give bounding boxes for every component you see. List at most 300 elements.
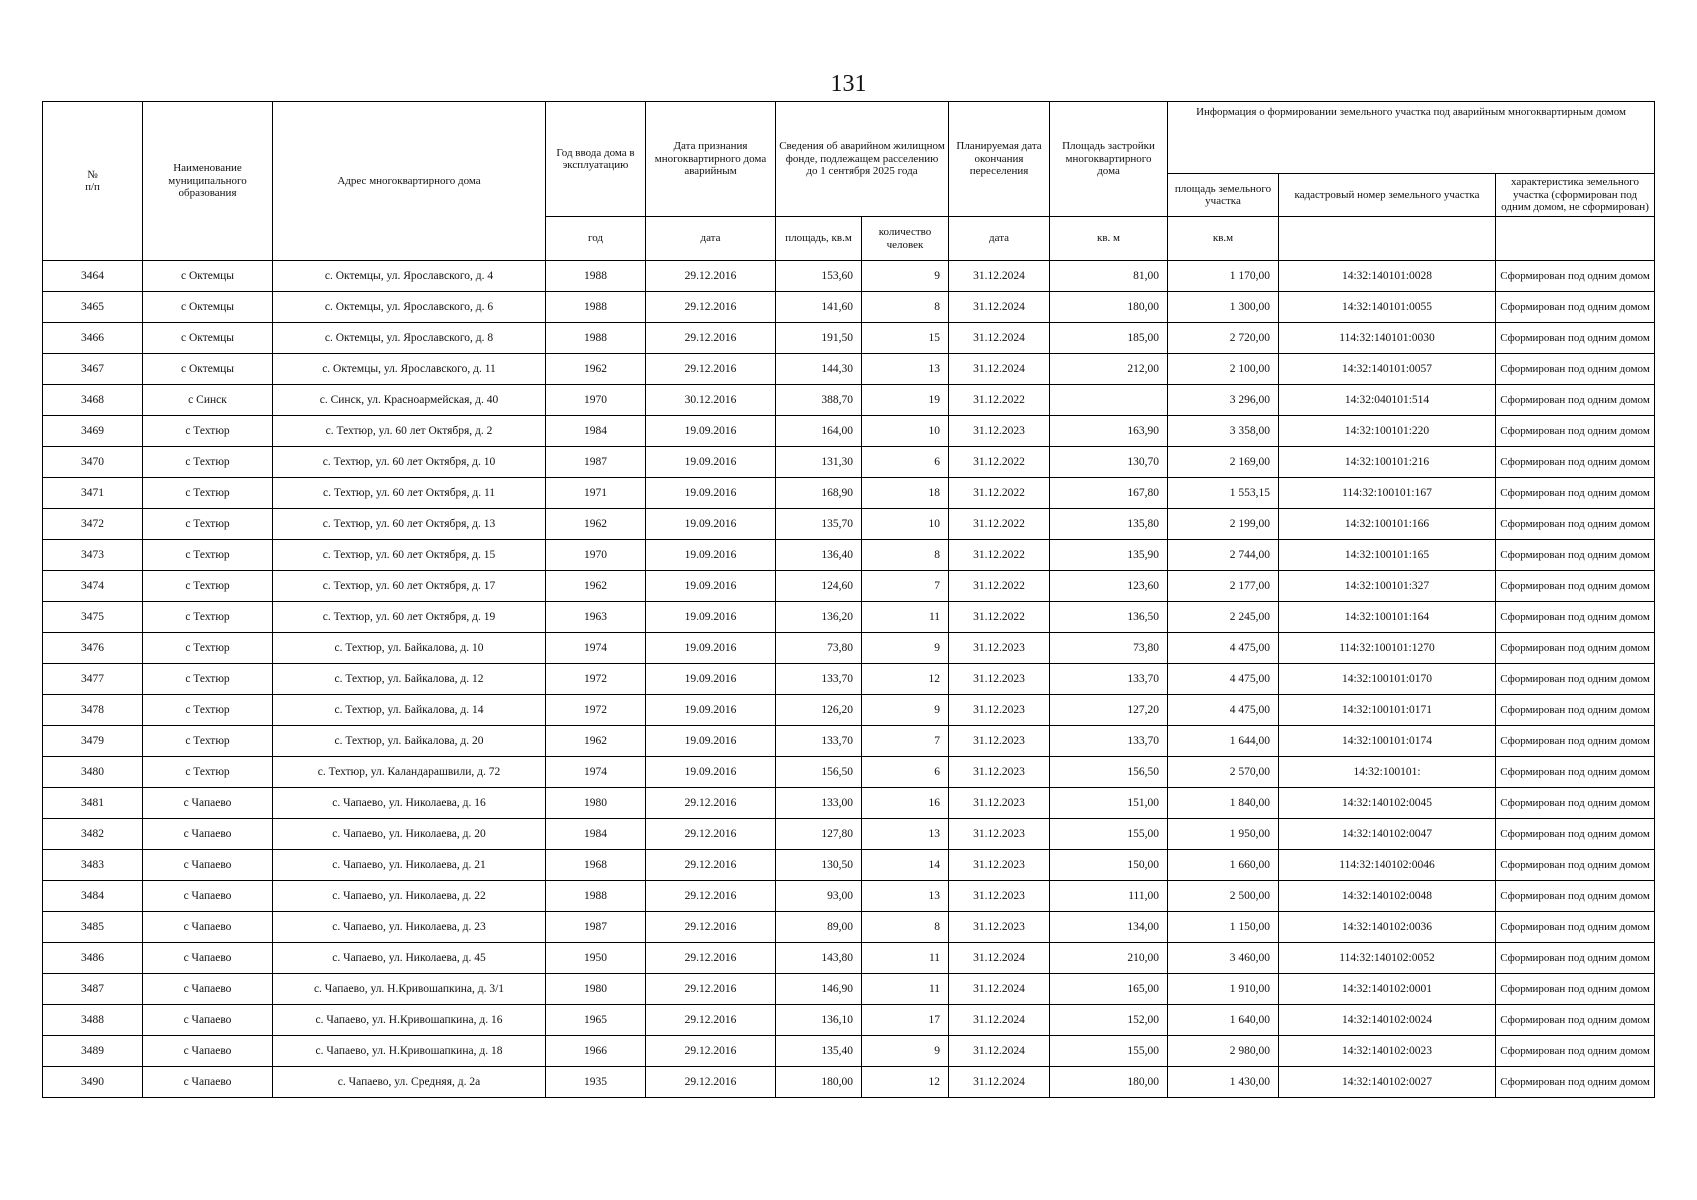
cell-address: с. Октемцы, ул. Ярославского, д. 4 bbox=[273, 261, 546, 292]
cell-area: 143,80 bbox=[776, 943, 862, 974]
cell-number: 3474 bbox=[43, 571, 143, 602]
cell-recognized-date: 29.12.2016 bbox=[646, 261, 776, 292]
cell-year-built: 1988 bbox=[546, 261, 646, 292]
cell-cadastral-number: 114:32:140101:0030 bbox=[1279, 323, 1496, 354]
cell-building-area: 151,00 bbox=[1050, 788, 1168, 819]
table-row bbox=[43, 571, 1655, 602]
cell-recognized-date: 30.12.2016 bbox=[646, 385, 776, 416]
cell-planned-end: 31.12.2024 bbox=[949, 323, 1050, 354]
cell-cadastral-number: 14:32:040101:514 bbox=[1279, 385, 1496, 416]
cell-building-area: 134,00 bbox=[1050, 912, 1168, 943]
cell-area: 141,60 bbox=[776, 292, 862, 323]
cell-people: 10 bbox=[862, 416, 949, 447]
table-row bbox=[43, 447, 1655, 478]
header-cadastral: кадастровый номер земельного участка bbox=[1279, 174, 1496, 217]
cell-land-characteristic: Сформирован под одним домом bbox=[1496, 1005, 1655, 1036]
table-row bbox=[43, 478, 1655, 509]
cell-address: с. Чапаево, ул. Н.Кривошапкина, д. 16 bbox=[273, 1005, 546, 1036]
cell-municipality: с Синск bbox=[143, 385, 273, 416]
cell-year-built: 1988 bbox=[546, 323, 646, 354]
cell-area: 388,70 bbox=[776, 385, 862, 416]
cell-municipality: с Техтюр bbox=[143, 571, 273, 602]
unit-characteristic-empty bbox=[1496, 217, 1655, 261]
table-row bbox=[43, 323, 1655, 354]
cell-land-area: 4 475,00 bbox=[1168, 664, 1279, 695]
cell-number: 3489 bbox=[43, 1036, 143, 1067]
cell-year-built: 1962 bbox=[546, 726, 646, 757]
cell-area: 127,80 bbox=[776, 819, 862, 850]
header-land-info: Информация о формировании земельного участка под аварийным многоквартирным домом bbox=[1168, 102, 1655, 174]
cell-building-area: 180,00 bbox=[1050, 292, 1168, 323]
cell-land-characteristic: Сформирован под одним домом bbox=[1496, 1036, 1655, 1067]
cell-planned-end: 31.12.2023 bbox=[949, 757, 1050, 788]
cell-area: 73,80 bbox=[776, 633, 862, 664]
cell-people: 13 bbox=[862, 819, 949, 850]
cell-municipality: с Чапаево bbox=[143, 1005, 273, 1036]
cell-number: 3476 bbox=[43, 633, 143, 664]
cell-address: с. Техтюр, ул. 60 лет Октября, д. 17 bbox=[273, 571, 546, 602]
cell-land-area: 2 720,00 bbox=[1168, 323, 1279, 354]
cell-area: 93,00 bbox=[776, 881, 862, 912]
cell-year-built: 1974 bbox=[546, 757, 646, 788]
header-recognized-date: Дата признания многоквартирного дома аварийным bbox=[646, 102, 776, 217]
cell-area: 136,20 bbox=[776, 602, 862, 633]
cell-year-built: 1962 bbox=[546, 354, 646, 385]
cell-municipality: с Техтюр bbox=[143, 695, 273, 726]
cell-municipality: с Октемцы bbox=[143, 323, 273, 354]
cell-cadastral-number: 114:32:100101:1270 bbox=[1279, 633, 1496, 664]
cell-area: 164,00 bbox=[776, 416, 862, 447]
cell-building-area: 152,00 bbox=[1050, 1005, 1168, 1036]
cell-land-area: 2 980,00 bbox=[1168, 1036, 1279, 1067]
cell-address: с. Техтюр, ул. Байкалова, д. 10 bbox=[273, 633, 546, 664]
cell-number: 3473 bbox=[43, 540, 143, 571]
table-row bbox=[43, 633, 1655, 664]
cell-people: 9 bbox=[862, 633, 949, 664]
table-row bbox=[43, 974, 1655, 1005]
cell-municipality: с Октемцы bbox=[143, 354, 273, 385]
cell-land-area: 1 170,00 bbox=[1168, 261, 1279, 292]
cell-land-area: 1 553,15 bbox=[1168, 478, 1279, 509]
cell-recognized-date: 19.09.2016 bbox=[646, 509, 776, 540]
cell-area: 89,00 bbox=[776, 912, 862, 943]
cell-planned-end: 31.12.2022 bbox=[949, 447, 1050, 478]
cell-land-area: 2 177,00 bbox=[1168, 571, 1279, 602]
cell-land-area: 2 744,00 bbox=[1168, 540, 1279, 571]
cell-number: 3484 bbox=[43, 881, 143, 912]
cell-area: 133,70 bbox=[776, 726, 862, 757]
cell-planned-end: 31.12.2022 bbox=[949, 602, 1050, 633]
cell-land-area: 2 500,00 bbox=[1168, 881, 1279, 912]
cell-building-area: 185,00 bbox=[1050, 323, 1168, 354]
cell-building-area: 150,00 bbox=[1050, 850, 1168, 881]
cell-land-area: 1 660,00 bbox=[1168, 850, 1279, 881]
cell-land-characteristic: Сформирован под одним домом bbox=[1496, 261, 1655, 292]
cell-municipality: с Чапаево bbox=[143, 850, 273, 881]
cell-planned-end: 31.12.2023 bbox=[949, 664, 1050, 695]
cell-people: 7 bbox=[862, 726, 949, 757]
cell-planned-end: 31.12.2022 bbox=[949, 385, 1050, 416]
cell-cadastral-number: 14:32:100101:327 bbox=[1279, 571, 1496, 602]
cell-address: с. Техтюр, ул. Байкалова, д. 12 bbox=[273, 664, 546, 695]
cell-land-area: 4 475,00 bbox=[1168, 633, 1279, 664]
cell-cadastral-number: 14:32:140102:0027 bbox=[1279, 1067, 1496, 1098]
cell-planned-end: 31.12.2023 bbox=[949, 726, 1050, 757]
cell-year-built: 1950 bbox=[546, 943, 646, 974]
cell-building-area: 155,00 bbox=[1050, 819, 1168, 850]
cell-number: 3470 bbox=[43, 447, 143, 478]
cell-area: 135,70 bbox=[776, 509, 862, 540]
unit-land-sqm: кв.м bbox=[1168, 217, 1279, 261]
cell-building-area: 212,00 bbox=[1050, 354, 1168, 385]
table-row bbox=[43, 943, 1655, 974]
cell-cadastral-number: 14:32:100101:165 bbox=[1279, 540, 1496, 571]
cell-people: 12 bbox=[862, 1067, 949, 1098]
cell-recognized-date: 29.12.2016 bbox=[646, 788, 776, 819]
cell-building-area: 180,00 bbox=[1050, 1067, 1168, 1098]
unit-people: количество человек bbox=[862, 217, 949, 261]
cell-land-characteristic: Сформирован под одним домом bbox=[1496, 447, 1655, 478]
unit-year: год bbox=[546, 217, 646, 261]
cell-people: 6 bbox=[862, 757, 949, 788]
cell-recognized-date: 29.12.2016 bbox=[646, 881, 776, 912]
cell-building-area: 210,00 bbox=[1050, 943, 1168, 974]
cell-land-characteristic: Сформирован под одним домом bbox=[1496, 912, 1655, 943]
cell-land-characteristic: Сформирован под одним домом bbox=[1496, 850, 1655, 881]
table-row bbox=[43, 1067, 1655, 1098]
cell-number: 3485 bbox=[43, 912, 143, 943]
cell-planned-end: 31.12.2024 bbox=[949, 292, 1050, 323]
cell-land-characteristic: Сформирован под одним домом bbox=[1496, 323, 1655, 354]
cell-planned-end: 31.12.2023 bbox=[949, 850, 1050, 881]
cell-land-area: 2 245,00 bbox=[1168, 602, 1279, 633]
cell-planned-end: 31.12.2022 bbox=[949, 478, 1050, 509]
table-row bbox=[43, 385, 1655, 416]
cell-year-built: 1962 bbox=[546, 509, 646, 540]
cell-municipality: с Техтюр bbox=[143, 509, 273, 540]
cell-recognized-date: 29.12.2016 bbox=[646, 819, 776, 850]
cell-address: с. Чапаево, ул. Николаева, д. 20 bbox=[273, 819, 546, 850]
cell-municipality: с Техтюр bbox=[143, 447, 273, 478]
cell-year-built: 1987 bbox=[546, 912, 646, 943]
cell-building-area: 133,70 bbox=[1050, 664, 1168, 695]
cell-cadastral-number: 14:32:140101:0055 bbox=[1279, 292, 1496, 323]
cell-municipality: с Октемцы bbox=[143, 261, 273, 292]
cell-building-area: 133,70 bbox=[1050, 726, 1168, 757]
cell-area: 168,90 bbox=[776, 478, 862, 509]
cell-area: 135,40 bbox=[776, 1036, 862, 1067]
cell-year-built: 1974 bbox=[546, 633, 646, 664]
cell-cadastral-number: 114:32:140102:0046 bbox=[1279, 850, 1496, 881]
cell-area: 136,40 bbox=[776, 540, 862, 571]
cell-people: 11 bbox=[862, 943, 949, 974]
cell-cadastral-number: 14:32:100101:0174 bbox=[1279, 726, 1496, 757]
table-row bbox=[43, 850, 1655, 881]
cell-recognized-date: 29.12.2016 bbox=[646, 1036, 776, 1067]
cell-municipality: с Техтюр bbox=[143, 416, 273, 447]
table-row bbox=[43, 881, 1655, 912]
cell-recognized-date: 19.09.2016 bbox=[646, 695, 776, 726]
cell-building-area: 123,60 bbox=[1050, 571, 1168, 602]
cell-municipality: с Чапаево bbox=[143, 788, 273, 819]
cell-land-area: 1 150,00 bbox=[1168, 912, 1279, 943]
cell-address: с. Чапаево, ул. Николаева, д. 16 bbox=[273, 788, 546, 819]
cell-land-characteristic: Сформирован под одним домом bbox=[1496, 1067, 1655, 1098]
cell-recognized-date: 19.09.2016 bbox=[646, 540, 776, 571]
cell-land-area: 2 100,00 bbox=[1168, 354, 1279, 385]
table-header bbox=[43, 102, 1655, 261]
cell-year-built: 1970 bbox=[546, 540, 646, 571]
table-row bbox=[43, 292, 1655, 323]
cell-land-characteristic: Сформирован под одним домом bbox=[1496, 633, 1655, 664]
table-row bbox=[43, 602, 1655, 633]
cell-building-area: 130,70 bbox=[1050, 447, 1168, 478]
unit-building-sqm: кв. м bbox=[1050, 217, 1168, 261]
cell-number: 3487 bbox=[43, 974, 143, 1005]
cell-recognized-date: 29.12.2016 bbox=[646, 943, 776, 974]
table-row bbox=[43, 354, 1655, 385]
cell-people: 8 bbox=[862, 540, 949, 571]
cell-cadastral-number: 14:32:100101:166 bbox=[1279, 509, 1496, 540]
cell-planned-end: 31.12.2024 bbox=[949, 1067, 1050, 1098]
cell-municipality: с Техтюр bbox=[143, 540, 273, 571]
unit-date-end: дата bbox=[949, 217, 1050, 261]
cell-cadastral-number: 14:32:100101:220 bbox=[1279, 416, 1496, 447]
cell-building-area: 167,80 bbox=[1050, 478, 1168, 509]
cell-year-built: 1971 bbox=[546, 478, 646, 509]
cell-municipality: с Чапаево bbox=[143, 943, 273, 974]
unit-cadastral-empty bbox=[1279, 217, 1496, 261]
cell-building-area: 155,00 bbox=[1050, 1036, 1168, 1067]
cell-municipality: с Чапаево bbox=[143, 912, 273, 943]
cell-number: 3488 bbox=[43, 1005, 143, 1036]
unit-date: дата bbox=[646, 217, 776, 261]
cell-people: 12 bbox=[862, 664, 949, 695]
cell-area: 126,20 bbox=[776, 695, 862, 726]
unit-area: площадь, кв.м bbox=[776, 217, 862, 261]
cell-area: 131,30 bbox=[776, 447, 862, 478]
cell-people: 18 bbox=[862, 478, 949, 509]
cell-municipality: с Чапаево bbox=[143, 819, 273, 850]
cell-land-area: 1 300,00 bbox=[1168, 292, 1279, 323]
cell-recognized-date: 19.09.2016 bbox=[646, 664, 776, 695]
cell-year-built: 1962 bbox=[546, 571, 646, 602]
table-body bbox=[43, 261, 1655, 1098]
cell-number: 3479 bbox=[43, 726, 143, 757]
cell-people: 13 bbox=[862, 354, 949, 385]
cell-land-characteristic: Сформирован под одним домом bbox=[1496, 478, 1655, 509]
cell-land-characteristic: Сформирован под одним домом bbox=[1496, 726, 1655, 757]
cell-number: 3477 bbox=[43, 664, 143, 695]
cell-recognized-date: 29.12.2016 bbox=[646, 912, 776, 943]
cell-area: 130,50 bbox=[776, 850, 862, 881]
cell-planned-end: 31.12.2023 bbox=[949, 881, 1050, 912]
cell-people: 9 bbox=[862, 261, 949, 292]
cell-cadastral-number: 114:32:100101:167 bbox=[1279, 478, 1496, 509]
cell-planned-end: 31.12.2022 bbox=[949, 509, 1050, 540]
cell-year-built: 1980 bbox=[546, 788, 646, 819]
cell-municipality: с Техтюр bbox=[143, 478, 273, 509]
cell-area: 180,00 bbox=[776, 1067, 862, 1098]
cell-planned-end: 31.12.2023 bbox=[949, 695, 1050, 726]
cell-municipality: с Техтюр bbox=[143, 664, 273, 695]
cell-address: с. Техтюр, ул. Байкалова, д. 14 bbox=[273, 695, 546, 726]
cell-number: 3471 bbox=[43, 478, 143, 509]
cell-land-area: 1 644,00 bbox=[1168, 726, 1279, 757]
cell-land-area: 4 475,00 bbox=[1168, 695, 1279, 726]
cell-land-area: 2 570,00 bbox=[1168, 757, 1279, 788]
cell-people: 16 bbox=[862, 788, 949, 819]
cell-recognized-date: 29.12.2016 bbox=[646, 1005, 776, 1036]
cell-land-area: 1 950,00 bbox=[1168, 819, 1279, 850]
cell-people: 19 bbox=[862, 385, 949, 416]
cell-people: 15 bbox=[862, 323, 949, 354]
cell-municipality: с Техтюр bbox=[143, 757, 273, 788]
cell-people: 8 bbox=[862, 292, 949, 323]
cell-land-area: 1 640,00 bbox=[1168, 1005, 1279, 1036]
cell-land-characteristic: Сформирован под одним домом bbox=[1496, 292, 1655, 323]
cell-address: с. Октемцы, ул. Ярославского, д. 6 bbox=[273, 292, 546, 323]
table-row bbox=[43, 261, 1655, 292]
cell-area: 191,50 bbox=[776, 323, 862, 354]
cell-recognized-date: 29.12.2016 bbox=[646, 292, 776, 323]
cell-year-built: 1965 bbox=[546, 1005, 646, 1036]
header-number: № п/п bbox=[43, 102, 143, 261]
cell-building-area: 136,50 bbox=[1050, 602, 1168, 633]
cell-address: с. Синск, ул. Красноармейская, д. 40 bbox=[273, 385, 546, 416]
cell-cadastral-number: 14:32:140102:0001 bbox=[1279, 974, 1496, 1005]
cell-cadastral-number: 14:32:100101:0170 bbox=[1279, 664, 1496, 695]
cell-number: 3481 bbox=[43, 788, 143, 819]
cell-address: с. Октемцы, ул. Ярославского, д. 11 bbox=[273, 354, 546, 385]
cell-building-area: 73,80 bbox=[1050, 633, 1168, 664]
cell-planned-end: 31.12.2023 bbox=[949, 819, 1050, 850]
cell-municipality: с Чапаево bbox=[143, 1067, 273, 1098]
cell-address: с. Техтюр, ул. 60 лет Октября, д. 11 bbox=[273, 478, 546, 509]
page-number: 131 bbox=[830, 71, 867, 97]
cell-address: с. Техтюр, ул. 60 лет Октября, д. 2 bbox=[273, 416, 546, 447]
cell-land-characteristic: Сформирован под одним домом bbox=[1496, 602, 1655, 633]
cell-people: 6 bbox=[862, 447, 949, 478]
cell-planned-end: 31.12.2024 bbox=[949, 943, 1050, 974]
table-row bbox=[43, 1036, 1655, 1067]
cell-address: с. Техтюр, ул. 60 лет Октября, д. 15 bbox=[273, 540, 546, 571]
cell-year-built: 1972 bbox=[546, 664, 646, 695]
table-row bbox=[43, 912, 1655, 943]
cell-recognized-date: 19.09.2016 bbox=[646, 416, 776, 447]
cell-land-characteristic: Сформирован под одним домом bbox=[1496, 943, 1655, 974]
cell-area: 144,30 bbox=[776, 354, 862, 385]
cell-address: с. Чапаево, ул. Николаева, д. 22 bbox=[273, 881, 546, 912]
cell-number: 3475 bbox=[43, 602, 143, 633]
cell-address: с. Чапаево, ул. Н.Кривошапкина, д. 3/1 bbox=[273, 974, 546, 1005]
cell-planned-end: 31.12.2022 bbox=[949, 571, 1050, 602]
header-year-built: Год ввода дома в эксплуатацию bbox=[546, 102, 646, 217]
cell-recognized-date: 29.12.2016 bbox=[646, 323, 776, 354]
cell-building-area: 135,90 bbox=[1050, 540, 1168, 571]
cell-year-built: 1966 bbox=[546, 1036, 646, 1067]
cell-building-area: 127,20 bbox=[1050, 695, 1168, 726]
table-row bbox=[43, 416, 1655, 447]
cell-planned-end: 31.12.2024 bbox=[949, 974, 1050, 1005]
cell-cadastral-number: 14:32:140102:0047 bbox=[1279, 819, 1496, 850]
cell-number: 3480 bbox=[43, 757, 143, 788]
cell-address: с. Техтюр, ул. Каландарашвили, д. 72 bbox=[273, 757, 546, 788]
cell-recognized-date: 29.12.2016 bbox=[646, 850, 776, 881]
cell-building-area: 156,50 bbox=[1050, 757, 1168, 788]
cell-area: 156,50 bbox=[776, 757, 862, 788]
cell-year-built: 1980 bbox=[546, 974, 646, 1005]
cell-recognized-date: 19.09.2016 bbox=[646, 571, 776, 602]
cell-land-characteristic: Сформирован под одним домом bbox=[1496, 664, 1655, 695]
cell-number: 3472 bbox=[43, 509, 143, 540]
cell-planned-end: 31.12.2024 bbox=[949, 261, 1050, 292]
cell-land-characteristic: Сформирован под одним домом bbox=[1496, 788, 1655, 819]
cell-area: 124,60 bbox=[776, 571, 862, 602]
cell-recognized-date: 29.12.2016 bbox=[646, 974, 776, 1005]
cell-number: 3478 bbox=[43, 695, 143, 726]
cell-number: 3469 bbox=[43, 416, 143, 447]
cell-people: 8 bbox=[862, 912, 949, 943]
cell-address: с. Чапаево, ул. Средняя, д. 2а bbox=[273, 1067, 546, 1098]
cell-area: 136,10 bbox=[776, 1005, 862, 1036]
cell-land-characteristic: Сформирован под одним домом bbox=[1496, 881, 1655, 912]
cell-year-built: 1963 bbox=[546, 602, 646, 633]
cell-municipality: с Чапаево bbox=[143, 881, 273, 912]
cell-land-characteristic: Сформирован под одним домом bbox=[1496, 540, 1655, 571]
cell-planned-end: 31.12.2024 bbox=[949, 354, 1050, 385]
cell-municipality: с Октемцы bbox=[143, 292, 273, 323]
cell-address: с. Чапаево, ул. Николаева, д. 23 bbox=[273, 912, 546, 943]
cell-people: 11 bbox=[862, 974, 949, 1005]
cell-recognized-date: 29.12.2016 bbox=[646, 1067, 776, 1098]
cell-address: с. Октемцы, ул. Ярославского, д. 8 bbox=[273, 323, 546, 354]
cell-land-area: 3 296,00 bbox=[1168, 385, 1279, 416]
cell-recognized-date: 19.09.2016 bbox=[646, 447, 776, 478]
cell-people: 14 bbox=[862, 850, 949, 881]
header-municipality: Наименование муниципального образования bbox=[143, 102, 273, 261]
cell-cadastral-number: 114:32:140102:0052 bbox=[1279, 943, 1496, 974]
cell-number: 3483 bbox=[43, 850, 143, 881]
cell-cadastral-number: 14:32:140102:0036 bbox=[1279, 912, 1496, 943]
cell-year-built: 1968 bbox=[546, 850, 646, 881]
cell-municipality: с Чапаево bbox=[143, 1036, 273, 1067]
cell-municipality: с Техтюр bbox=[143, 602, 273, 633]
table-row bbox=[43, 664, 1655, 695]
cell-municipality: с Техтюр bbox=[143, 633, 273, 664]
header-land-characteristic: характеристика земельного участка (сформирован под одним домом, не сформирован) bbox=[1496, 174, 1655, 217]
cell-number: 3490 bbox=[43, 1067, 143, 1098]
cell-land-characteristic: Сформирован под одним домом bbox=[1496, 385, 1655, 416]
cell-cadastral-number: 14:32:140102:0023 bbox=[1279, 1036, 1496, 1067]
table-row bbox=[43, 819, 1655, 850]
cell-land-characteristic: Сформирован под одним домом bbox=[1496, 974, 1655, 1005]
cell-area: 146,90 bbox=[776, 974, 862, 1005]
cell-land-characteristic: Сформирован под одним домом bbox=[1496, 819, 1655, 850]
cell-municipality: с Чапаево bbox=[143, 974, 273, 1005]
table-row bbox=[43, 788, 1655, 819]
cell-number: 3465 bbox=[43, 292, 143, 323]
cell-building-area: 81,00 bbox=[1050, 261, 1168, 292]
cell-land-characteristic: Сформирован под одним домом bbox=[1496, 757, 1655, 788]
cell-people: 7 bbox=[862, 571, 949, 602]
cell-land-characteristic: Сформирован под одним домом bbox=[1496, 695, 1655, 726]
header-land-area: площадь земельного участка bbox=[1168, 174, 1279, 217]
cell-recognized-date: 19.09.2016 bbox=[646, 633, 776, 664]
cell-land-area: 1 840,00 bbox=[1168, 788, 1279, 819]
cell-area: 133,70 bbox=[776, 664, 862, 695]
cell-planned-end: 31.12.2023 bbox=[949, 912, 1050, 943]
